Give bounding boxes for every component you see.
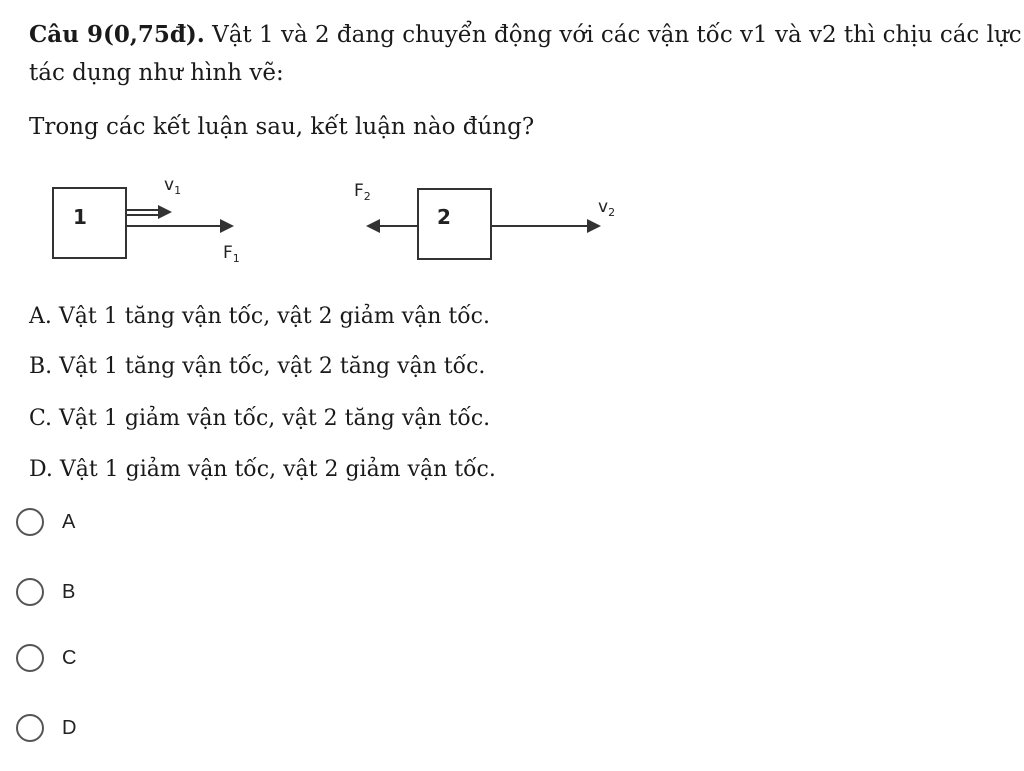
statement-b: B. Vật 1 tăng vận tốc, vật 2 tăng vận tốc. [29,354,486,379]
force-1-arrowhead [220,219,234,233]
question-line-1 [29,23,1022,47]
choice-c-label: C [62,646,77,669]
object-2-label: 2 [437,205,451,229]
radio-button-b[interactable] [16,578,44,606]
question-number: Câu 9(0,75đ). [29,21,205,48]
radio-button-d[interactable] [16,714,44,742]
choice-b[interactable] [10,572,310,612]
object-1-box [53,188,126,258]
velocity-2-arrowhead [587,219,601,233]
radio-button-a[interactable] [16,508,44,536]
choice-a-label: A [62,510,76,533]
choice-d[interactable] [10,708,310,748]
radio-button-c[interactable] [16,644,44,672]
question-prompt: Trong các kết luận sau, kết luận nào đúng? [29,114,535,140]
force-diagram [0,160,680,280]
choice-d-label: D [62,716,77,739]
choice-c[interactable] [10,638,310,678]
statement-c: C. Vật 1 giảm vận tốc, vật 2 tăng vận tốc. [29,406,491,431]
force-2-label: $F_2$ [354,181,371,203]
velocity-1-arrowhead [158,205,172,219]
question-stem-1: Vật 1 và 2 đang chuyển động với các vận tốc v1 và v2 thì chịu các lực [204,22,1022,48]
object-1-label: 1 [73,205,87,229]
choice-a[interactable] [10,502,310,542]
force-2-arrowhead [366,219,380,233]
statement-d: D. Vật 1 giảm vận tốc, vật 2 giảm vận tốc. [29,457,496,482]
force-1-label: $F_1$ [223,243,240,265]
question-stem-2: tác dụng như hình vẽ: [29,60,284,86]
velocity-2-label: $v_2$ [598,197,616,219]
object-2-box [418,189,491,259]
choice-b-label: B [62,580,76,603]
velocity-1-label: $v_1$ [164,175,182,197]
statement-a: A. Vật 1 tăng vận tốc, vật 2 giảm vận tốc. [29,304,491,329]
